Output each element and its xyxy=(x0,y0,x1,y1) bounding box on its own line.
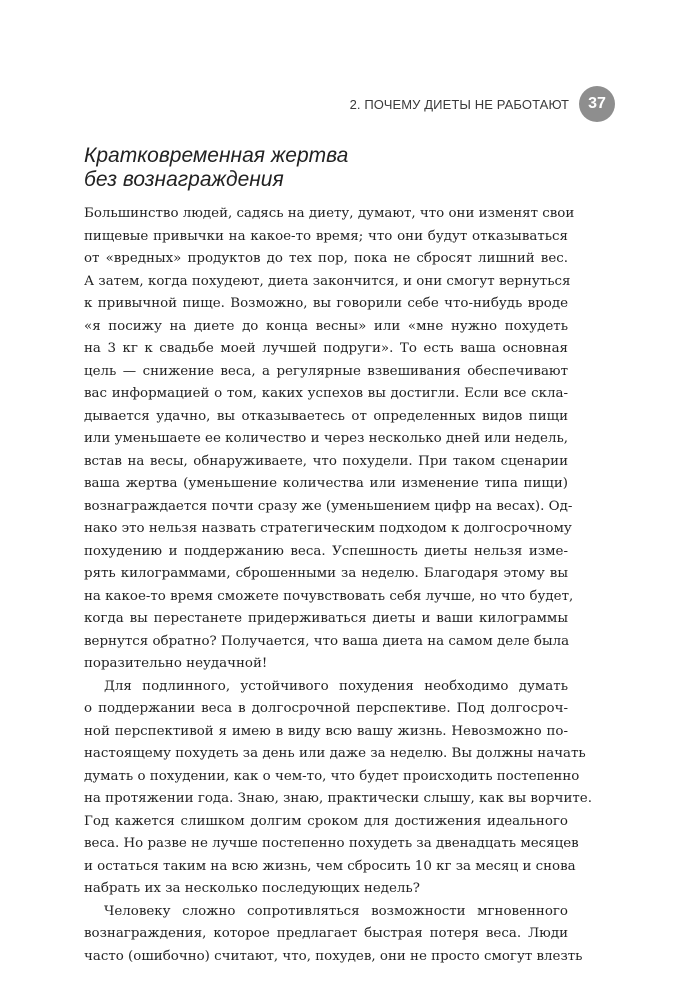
section-title-line-2: без вознаграждения xyxy=(84,168,284,191)
text-line: нако это нельзя назвать стратегическим подходом к долгосрочному xyxy=(84,521,572,536)
text-line: к привычной пище. Возможно, вы говорили себе что-нибудь вроде xyxy=(84,296,568,311)
text-line: о поддержании веса в долгосрочной перспективе. Под долгосроч- xyxy=(84,701,568,716)
text-line: поразительно неудачной! xyxy=(84,656,268,671)
text-line: и остаться таким на всю жизнь, чем сбросить 10 кг за месяц и снова xyxy=(84,858,576,874)
text-line: от «вредных» продуктов до тех пор, пока не сбросят лишний вес. xyxy=(84,251,568,266)
text-line: «я посижу на диете до конца весны» или «мне нужно похудеть xyxy=(84,318,568,334)
page-number: 37 xyxy=(579,86,615,122)
running-header xyxy=(350,86,615,122)
text-line: на какое-то время сможете почувствовать себя лучше, но что будет, xyxy=(84,588,574,604)
text-line: похудению и поддержанию веса. Успешность диеты нельзя изме- xyxy=(84,543,568,559)
text-line: когда вы перестанете придерживаться диеты и ваши килограммы xyxy=(84,611,568,626)
text-line: набрать их за несколько последующих недель? xyxy=(84,881,420,896)
text-line: рять килограммами, сброшенными за неделю. Благодаря этому вы xyxy=(84,566,568,581)
text-line: цель — снижение веса, а регулярные взвешивания обеспечивают xyxy=(84,363,568,379)
text-line: Большинство людей, садясь на диету, думают, что они изменят свои xyxy=(84,206,575,221)
paragraph xyxy=(84,676,592,901)
text-line: А затем, когда похудеют, диета закончится, и они смогут вернуться xyxy=(84,273,571,289)
text-line: дывается удачно, вы отказываетесь от определенных видов пищи xyxy=(84,408,568,424)
text-line: веса. Но разве не лучше постепенно похудеть за двенадцать месяцев xyxy=(84,836,579,851)
body-text xyxy=(84,203,592,968)
chapter-title: 2. ПОЧЕМУ ДИЕТЫ НЕ РАБОТАЮТ xyxy=(349,96,569,112)
paragraph xyxy=(84,203,575,676)
section-title xyxy=(84,144,348,192)
text-line: пищевые привычки на какое-то время; что они будут отказываться xyxy=(84,228,568,244)
text-line: вознаграждения, которое предлагает быстрая потеря веса. Люди xyxy=(84,926,568,941)
text-line: на протяжении года. Знаю, знаю, практически слышу, как вы ворчите. xyxy=(84,791,592,806)
text-line: Год кажется слишком долгим сроком для достижения идеального xyxy=(84,813,568,829)
text-line: или уменьшаете ее количество и через несколько дней или недель, xyxy=(84,431,568,446)
paragraph xyxy=(84,901,583,969)
section-title-line-1: Кратковременная жертва xyxy=(84,144,349,167)
text-line: Для подлинного, устойчивого похудения необходимо думать xyxy=(104,678,568,694)
text-line: Человеку сложно сопротивляться возможности мгновенного xyxy=(104,903,568,919)
text-line: на 3 кг к свадьбе моей лучшей подруги». То есть ваша основная xyxy=(84,341,568,356)
text-line: думать о похудении, как о чем-то, что будет происходить постепенно xyxy=(84,768,580,784)
text-line: ной перспективой я имею в виду всю вашу жизнь. Невозможно по- xyxy=(84,723,568,739)
text-line: часто (ошибочно) считают, что, похудев, они не просто смогут влезть xyxy=(84,948,583,964)
text-line: вас информацией о том, каких успехов вы достигли. Если все скла- xyxy=(84,386,568,401)
text-line: настоящему похудеть за день или даже за неделю. Вы должны начать xyxy=(84,746,586,761)
text-line: вознаграждается почти сразу же (уменьшением цифр на весах). Од- xyxy=(84,498,573,514)
text-line: встав на весы, обнаруживаете, что похудели. При таком сценарии xyxy=(84,453,568,469)
text-line: ваша жертва (уменьшение количества или изменение типа пищи) xyxy=(84,476,568,491)
text-line: вернутся обратно? Получается, что ваша диета на самом деле была xyxy=(84,633,570,649)
